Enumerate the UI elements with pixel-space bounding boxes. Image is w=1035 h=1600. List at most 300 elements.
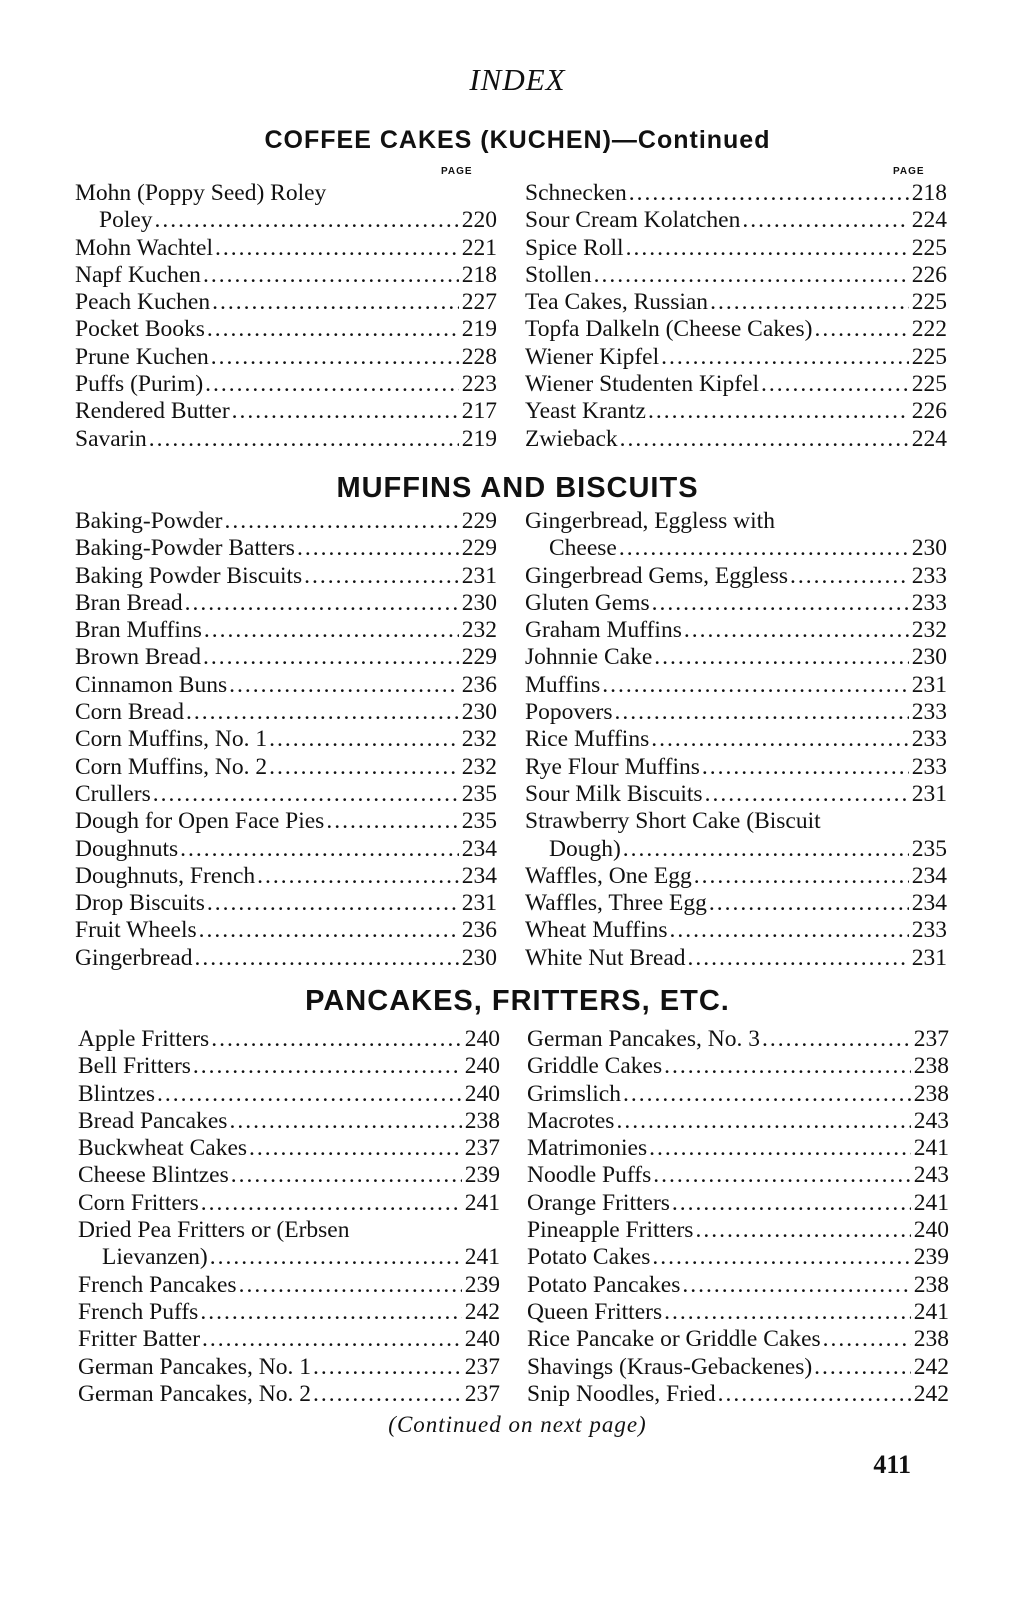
index-entry-page: 234 (911, 890, 947, 917)
index-entry (527, 1026, 949, 1053)
dot-leader (200, 1326, 462, 1353)
index-entry-page: 233 (911, 917, 947, 944)
index-entry-name: Graham Muffins (525, 617, 682, 644)
index-entry (78, 1299, 500, 1326)
index-entry-page: 241 (464, 1189, 500, 1216)
dot-leader (198, 1299, 462, 1326)
dot-leader (203, 371, 459, 398)
index-entry (527, 1381, 949, 1408)
dot-leader (668, 917, 910, 944)
index-entry-page: 240 (464, 1053, 500, 1080)
index-entry (75, 590, 497, 617)
index-entry-name: German Pancakes, No. 3 (527, 1026, 760, 1052)
dot-leader (229, 1162, 462, 1189)
index-entry (525, 672, 947, 699)
index-entry-page: 241 (913, 1135, 949, 1162)
dot-leader (201, 262, 459, 289)
index-entry-page: 217 (461, 398, 497, 425)
index-entry-page: 242 (464, 1298, 500, 1325)
index-entry-name: French Puffs (78, 1298, 199, 1325)
index-entry (75, 699, 497, 726)
index-entry (75, 672, 497, 699)
running-title: INDEX (469, 62, 566, 97)
index-entry (78, 1162, 500, 1189)
dot-leader (201, 644, 459, 671)
index-entry-name: French Pancakes (78, 1271, 237, 1298)
index-entry (75, 344, 497, 371)
index-entry (525, 289, 947, 316)
dot-leader (708, 289, 909, 316)
dot-leader (153, 207, 459, 234)
index-entry-page: 239 (913, 1244, 949, 1271)
dot-leader (311, 1354, 462, 1381)
index-entry (527, 1135, 949, 1162)
index-entry-name: Sour Milk Biscuits (525, 780, 703, 807)
index-entry (527, 1299, 949, 1326)
index-entry-page: 220 (461, 207, 497, 234)
dot-leader (209, 344, 459, 371)
dot-leader (662, 1053, 911, 1080)
dot-leader (716, 1381, 911, 1408)
index-entry-page: 230 (461, 944, 497, 971)
index-entry-name: Gluten Gems (525, 589, 650, 616)
index-entry-name: Rendered Butter (75, 398, 230, 425)
dot-leader (592, 262, 909, 289)
index-entry (525, 316, 947, 343)
index-entry (75, 808, 497, 835)
dot-leader (202, 617, 459, 644)
index-entry-page: 239 (464, 1271, 500, 1298)
index-entry (78, 1354, 500, 1381)
dot-leader (618, 426, 909, 453)
dot-leader (151, 781, 459, 808)
dot-leader (227, 672, 459, 699)
index-entry-name: Doughnuts, French (75, 862, 256, 889)
section-title-pancakes-fritters: PANCAKES, FRITTERS, ETC. (305, 985, 730, 1017)
dot-leader (680, 1272, 911, 1299)
dot-leader (230, 398, 459, 425)
section-title-coffee-cakes: COFFEE CAKES (KUCHEN)—Continued (264, 126, 771, 154)
page-number: 411 (873, 1450, 911, 1479)
index-entry-name: Matrimonies (527, 1135, 648, 1162)
index-entry-page: 237 (913, 1026, 949, 1052)
index-entry-name: German Pancakes, No. 1 (78, 1353, 311, 1380)
index-entry-page: 243 (913, 1107, 949, 1134)
index-entry-name: Waffles, Three Egg (525, 890, 707, 917)
index-entry-page: 240 (464, 1080, 500, 1107)
dot-leader (788, 563, 909, 590)
index-entry-page: 230 (461, 589, 497, 616)
index-entry (525, 754, 947, 781)
index-entry (525, 508, 947, 563)
index-entry (527, 1162, 949, 1189)
index-entry-page: 230 (911, 535, 947, 562)
index-entry-page: 238 (913, 1080, 949, 1107)
index-entry-page: 231 (461, 890, 497, 917)
index-entry-page: 231 (911, 780, 947, 807)
index-entry (75, 890, 497, 917)
dot-leader (191, 1053, 462, 1080)
dot-leader (205, 890, 459, 917)
index-entry-name: Dough) (549, 835, 621, 862)
index-entry (75, 644, 497, 671)
dot-leader (627, 180, 909, 207)
index-entry-page: 225 (911, 289, 947, 316)
index-entry-page: 239 (464, 1162, 500, 1189)
index-entry-name: Waffles, One Egg (525, 862, 692, 889)
index-entry (525, 699, 947, 726)
index-entry-name: Blintzes (78, 1080, 156, 1107)
index-entry-name: Zwieback (525, 425, 618, 452)
index-entry-name: Baking Powder Biscuits (75, 562, 303, 589)
index-entry-name: Rice Pancake or Griddle Cakes (527, 1326, 821, 1353)
index-entry (75, 289, 497, 316)
index-entry-page: 229 (461, 644, 497, 671)
dot-leader (624, 235, 909, 262)
dot-leader (324, 808, 459, 835)
index-entry-name: Griddle Cakes (527, 1053, 663, 1080)
index-entry-page: 231 (461, 562, 497, 589)
index-entry-name: Potato Cakes (527, 1244, 651, 1271)
index-entry (75, 754, 497, 781)
dot-leader (295, 535, 459, 562)
index-entry-page: 234 (461, 835, 497, 862)
index-entry (75, 836, 497, 863)
dot-leader (210, 289, 459, 316)
muffins-left-column (75, 508, 497, 972)
index-entry (525, 781, 947, 808)
dot-leader (759, 371, 909, 398)
section-title-muffins-biscuits: MUFFINS AND BISCUITS (336, 472, 699, 504)
index-entry-page: 236 (461, 671, 497, 698)
index-entry-name-line1: Gingerbread, Eggless with (525, 508, 775, 534)
index-entry (525, 890, 947, 917)
index-entry-page: 240 (464, 1326, 500, 1353)
dot-leader (600, 672, 909, 699)
dot-leader (646, 398, 909, 425)
index-entry (527, 1081, 949, 1108)
index-entry-name: Poley (99, 207, 153, 234)
index-entry-name: Cheese Blintzes (78, 1162, 229, 1189)
index-entry-page: 232 (461, 753, 497, 780)
index-entry (527, 1190, 949, 1217)
index-entry (525, 726, 947, 753)
index-entry-name: Brown Bread (75, 644, 201, 671)
index-entry-page: 226 (911, 398, 947, 425)
dot-leader (821, 1326, 911, 1353)
index-entry-name: Pineapple Fritters (527, 1217, 694, 1244)
index-entry (525, 808, 947, 863)
index-entry-page: 238 (913, 1053, 949, 1080)
index-entry (78, 1381, 500, 1408)
dot-leader (686, 945, 909, 972)
dot-leader (647, 1135, 911, 1162)
index-entry-name: Corn Muffins, No. 2 (75, 753, 268, 780)
index-entry-page: 233 (911, 699, 947, 726)
dot-leader (651, 1162, 911, 1189)
dot-leader (205, 316, 459, 343)
dot-leader (612, 699, 909, 726)
index-entry-name: Potato Pancakes (527, 1271, 681, 1298)
index-entry (525, 644, 947, 671)
index-entry-page: 232 (461, 617, 497, 644)
index-entry-name: Savarin (75, 425, 147, 452)
index-entry-page: 240 (913, 1217, 949, 1244)
index-entry-page: 231 (911, 944, 947, 971)
index-entry-page: 241 (913, 1189, 949, 1216)
dot-leader (147, 426, 459, 453)
index-entry-name: Sour Cream Kolatchen (525, 207, 741, 234)
index-entry-name: Bread Pancakes (78, 1107, 228, 1134)
index-entry-name: Bran Bread (75, 589, 183, 616)
index-entry-name: Corn Fritters (78, 1189, 199, 1216)
index-entry-name: Yeast Krantz (525, 398, 646, 425)
dot-leader (812, 316, 909, 343)
index-entry-name: Rye Flour Muffins (525, 753, 700, 780)
index-entry-name: Cinnamon Buns (75, 671, 228, 698)
dot-leader (682, 617, 909, 644)
dot-leader (614, 1108, 911, 1135)
index-entry (525, 917, 947, 944)
index-entry-name: Drop Biscuits (75, 890, 205, 917)
dot-leader (703, 781, 909, 808)
index-entry-name: Schnecken (525, 180, 627, 206)
dot-leader (237, 1272, 462, 1299)
index-entry (525, 426, 947, 453)
dot-leader (184, 699, 459, 726)
index-entry-page: 228 (461, 343, 497, 370)
index-entry-name: German Pancakes, No. 2 (78, 1380, 311, 1407)
index-entry-page: 222 (911, 316, 947, 343)
index-entry (527, 1326, 949, 1353)
index-entry (75, 917, 497, 944)
index-entry-page: 225 (911, 343, 947, 370)
index-entry-page: 241 (464, 1244, 500, 1271)
dot-leader (692, 863, 909, 890)
index-entry-page: 229 (461, 508, 497, 534)
index-entry-name: Prune Kuchen (75, 343, 209, 370)
dot-leader (255, 863, 459, 890)
dot-leader (700, 754, 909, 781)
index-entry-name: Macrotes (527, 1107, 615, 1134)
index-entry-page: 236 (461, 917, 497, 944)
index-entry (527, 1354, 949, 1381)
index-entry-name: Crullers (75, 780, 151, 807)
index-entry-page: 233 (911, 753, 947, 780)
coffee-cakes-right-column (525, 180, 947, 453)
index-entry-page: 240 (464, 1026, 500, 1052)
index-entry (525, 344, 947, 371)
index-entry-page: 225 (911, 234, 947, 261)
index-entry-name: Baking-Powder (75, 508, 223, 534)
dot-leader (650, 590, 909, 617)
index-entry-name-line1: Mohn (Poppy Seed) Roley (75, 180, 327, 206)
index-entry (525, 590, 947, 617)
index-entry (525, 863, 947, 890)
pancakes-left-column (78, 1026, 500, 1408)
index-entry-name: Stollen (525, 261, 592, 288)
coffee-cakes-left-column (75, 180, 497, 453)
index-entry-name: Orange Fritters (527, 1189, 670, 1216)
index-entry (75, 508, 497, 535)
index-entry-name: Wiener Kipfel (525, 343, 660, 370)
dot-leader (652, 644, 909, 671)
dot-leader (197, 917, 459, 944)
index-entry-name: Puffs (Purim) (75, 371, 204, 398)
index-entry (527, 1272, 949, 1299)
index-entry-name: Muffins (525, 671, 601, 698)
dot-leader (659, 344, 909, 371)
index-entry-name: Apple Fritters (78, 1026, 210, 1052)
index-entry (78, 1081, 500, 1108)
index-entry (525, 398, 947, 425)
dot-leader (617, 535, 909, 562)
index-entry-name: Tea Cakes, Russian (525, 289, 709, 316)
index-entry (525, 617, 947, 644)
dot-leader (670, 1190, 911, 1217)
index-entry (527, 1244, 949, 1271)
index-entry-name-line1: Strawberry Short Cake (Biscuit (525, 808, 821, 835)
pancakes-right-column (527, 1026, 949, 1408)
index-entry-page: 243 (913, 1162, 949, 1189)
dot-leader (812, 1354, 911, 1381)
dot-leader (192, 945, 459, 972)
index-entry (525, 207, 947, 234)
index-entry (525, 945, 947, 972)
index-entry-name: Noodle Puffs (527, 1162, 652, 1189)
index-entry (75, 426, 497, 453)
dot-leader (740, 207, 909, 234)
index-entry-name: Corn Bread (75, 699, 184, 726)
dot-leader (223, 508, 459, 535)
dot-leader (213, 235, 459, 262)
index-entry-page: 237 (464, 1135, 500, 1162)
dot-leader (247, 1135, 462, 1162)
index-entry (525, 371, 947, 398)
index-entry (78, 1272, 500, 1299)
index-entry-page: 229 (461, 535, 497, 562)
dot-leader (649, 726, 909, 753)
dot-leader (311, 1381, 462, 1408)
index-entry-page: 234 (911, 862, 947, 889)
page-column-label-right: PAGE (893, 166, 925, 177)
index-entry-name: Napf Kuchen (75, 261, 201, 288)
index-entry-page: 232 (461, 726, 497, 753)
index-entry-page: 224 (911, 207, 947, 234)
dot-leader (662, 1299, 911, 1326)
index-entry-page: 233 (911, 726, 947, 753)
index-entry-page: 232 (911, 617, 947, 644)
index-entry (78, 1217, 500, 1272)
index-entry-page: 218 (461, 261, 497, 288)
index-entry-name: White Nut Bread (525, 944, 686, 971)
muffins-right-column (525, 508, 947, 972)
index-entry-name: Gingerbread (75, 944, 193, 971)
index-entry-name: Rice Muffins (525, 726, 650, 753)
index-entry (78, 1190, 500, 1217)
index-entry (75, 398, 497, 425)
dot-leader (208, 1244, 462, 1271)
dot-leader (621, 836, 909, 863)
index-entry (527, 1108, 949, 1135)
dot-leader (621, 1081, 911, 1108)
index-entry-page: 238 (913, 1271, 949, 1298)
index-entry-page: 234 (461, 862, 497, 889)
index-entry-page: 227 (461, 289, 497, 316)
index-entry (75, 945, 497, 972)
index-entry-name: Bell Fritters (78, 1053, 191, 1080)
index-entry (75, 781, 497, 808)
dot-leader (650, 1244, 911, 1271)
index-entry-name: Lievanzen) (102, 1244, 208, 1271)
index-entry-page: 235 (911, 835, 947, 862)
dot-leader (199, 1190, 462, 1217)
index-entry (75, 262, 497, 289)
dot-leader (302, 563, 459, 590)
index-entry-name: Dough for Open Face Pies (75, 808, 325, 835)
index-entry-name: Bran Muffins (75, 617, 202, 644)
index-entry-page: 238 (913, 1326, 949, 1353)
index-entry-name: Doughnuts (75, 835, 179, 862)
dot-leader (693, 1217, 911, 1244)
index-entry-name: Spice Roll (525, 234, 624, 261)
index-entry-name: Cheese (549, 535, 617, 562)
index-entry (75, 726, 497, 753)
index-entry-name: Corn Muffins, No. 1 (75, 726, 268, 753)
index-entry-name: Wheat Muffins (525, 917, 668, 944)
dot-leader (183, 590, 459, 617)
index-entry (527, 1053, 949, 1080)
dot-leader (209, 1026, 462, 1053)
index-entry-page: 233 (911, 562, 947, 589)
index-entry-name-line1: Dried Pea Fritters or (Erbsen (78, 1217, 350, 1244)
index-entry (78, 1135, 500, 1162)
index-entry-page: 242 (913, 1353, 949, 1380)
index-entry-name: Fruit Wheels (75, 917, 197, 944)
index-entry-page: 235 (461, 780, 497, 807)
index-entry-page: 218 (911, 180, 947, 206)
index-entry (78, 1326, 500, 1353)
dot-leader (760, 1026, 911, 1053)
dot-leader (227, 1108, 462, 1135)
index-entry (78, 1026, 500, 1053)
index-entry (78, 1053, 500, 1080)
index-entry (75, 863, 497, 890)
page-column-label-left: PAGE (441, 166, 473, 177)
index-entry-page: 219 (461, 316, 497, 343)
index-entry-page: 235 (461, 808, 497, 835)
dot-leader (178, 836, 459, 863)
index-entry-page: 237 (464, 1380, 500, 1407)
index-entry-page: 237 (464, 1353, 500, 1380)
index-entry (525, 262, 947, 289)
index-entry-page: 230 (911, 644, 947, 671)
index-entry-page: 230 (461, 699, 497, 726)
dot-leader (707, 890, 909, 917)
index-entry-page: 238 (464, 1107, 500, 1134)
index-entry (75, 535, 497, 562)
index-entry (75, 371, 497, 398)
index-entry (78, 1108, 500, 1135)
index-entry-page: 241 (913, 1298, 949, 1325)
index-entry-page: 225 (911, 371, 947, 398)
continued-note: (Continued on next page) (388, 1412, 647, 1437)
index-entry-page: 223 (461, 371, 497, 398)
index-entry (525, 180, 947, 207)
index-entry-page: 221 (461, 234, 497, 261)
index-entry-name: Shavings (Kraus-Gebackenes) (527, 1353, 813, 1380)
index-entry-page: 233 (911, 589, 947, 616)
